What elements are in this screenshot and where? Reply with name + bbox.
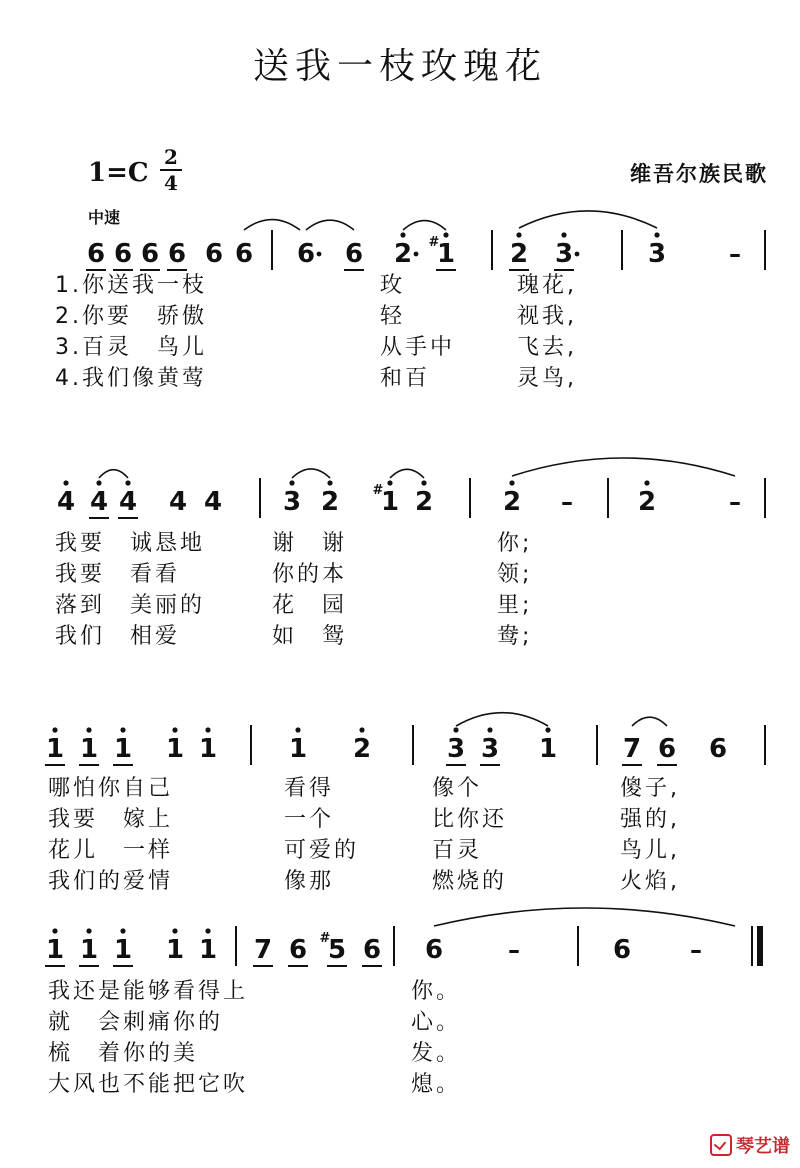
note-digit: 3 — [554, 239, 574, 269]
lyric-segment: 哪怕你自己 — [48, 776, 174, 801]
note-digit: 6 — [86, 239, 106, 269]
time-denominator: 4 — [164, 171, 178, 195]
note-digit: 4 — [168, 487, 188, 517]
lyric-segment: 里; — [497, 593, 533, 618]
lyric-segment: 落到 美丽的 — [55, 593, 206, 618]
lyric-segment: 4.我们像黄莺 — [55, 366, 207, 391]
watermark-text: 琴艺谱 — [736, 1136, 790, 1157]
high-octave-dot — [545, 727, 550, 732]
note-digit: 1 — [538, 734, 558, 764]
slur-arc — [632, 717, 667, 726]
lyric-segment: 大风也不能把它吹 — [48, 1072, 249, 1097]
note-digit: 1 — [380, 487, 400, 517]
lyric-segment: 你; — [497, 531, 533, 556]
augmentation-dot — [575, 252, 580, 257]
lyric-segment: 领; — [497, 562, 533, 587]
high-octave-dot — [63, 480, 68, 485]
lyric-segment: 就 会刺痛你的 — [48, 1010, 224, 1035]
sustain-dash: – — [690, 936, 702, 964]
lyric-segment: 发。 — [411, 1041, 462, 1066]
lyric-segment: 熄。 — [411, 1072, 462, 1097]
note-digit: 1 — [165, 935, 185, 965]
note-digit: 3 — [282, 487, 302, 517]
note-digit: 6 — [204, 239, 224, 269]
note-digit: 2 — [393, 239, 413, 269]
slur-arc — [244, 220, 300, 230]
lyric-segment: 花 园 — [272, 593, 348, 618]
lyric-segment: 飞去, — [517, 335, 577, 360]
note-digit: 3 — [480, 734, 500, 764]
high-octave-dot — [421, 480, 426, 485]
key-signature: 1=C — [88, 158, 149, 188]
slur-arc — [306, 220, 354, 230]
high-octave-dot — [561, 232, 566, 237]
note-digit: 6 — [657, 734, 677, 764]
sharp-sign: # — [319, 931, 331, 946]
high-octave-dot — [654, 232, 659, 237]
high-octave-dot — [443, 232, 448, 237]
high-octave-dot — [516, 232, 521, 237]
high-octave-dot — [52, 928, 57, 933]
note-digit: 6 — [113, 239, 133, 269]
lyric-segment: 我要 诚恳地 — [55, 531, 206, 556]
lyric-segment: 鸟儿, — [620, 838, 680, 863]
high-octave-dot — [289, 480, 294, 485]
watermark-logo-icon — [710, 1134, 732, 1156]
slur-arc — [434, 908, 735, 926]
lyric-segment: 你。 — [411, 979, 462, 1004]
note-digit: 7 — [622, 734, 642, 764]
note-digit: 3 — [446, 734, 466, 764]
note-digit: 6 — [234, 239, 254, 269]
lyric-segment: 百灵 — [432, 838, 483, 863]
lyric-segment: 我要 看看 — [55, 562, 181, 587]
slur-arc — [456, 713, 548, 726]
lyric-segment: 从手中 — [380, 335, 456, 360]
high-octave-dot — [453, 727, 458, 732]
composer-credit: 维吾尔族民歌 — [630, 162, 768, 186]
augmentation-dot — [317, 252, 322, 257]
sustain-dash: – — [561, 488, 573, 516]
song-title: 送我一枝玫瑰花 — [252, 46, 547, 87]
note-digit: 1 — [436, 239, 456, 269]
high-octave-dot — [487, 727, 492, 732]
note-digit: 3 — [647, 239, 667, 269]
note-digit: 2 — [502, 487, 522, 517]
note-digit: 6 — [344, 239, 364, 269]
high-octave-dot — [387, 480, 392, 485]
slur-arc — [403, 221, 446, 230]
note-digit: 6 — [424, 935, 444, 965]
high-octave-dot — [96, 480, 101, 485]
lyric-segment: 玫 — [380, 273, 406, 298]
slur-arc — [292, 469, 330, 478]
high-octave-dot — [644, 480, 649, 485]
note-digit: 1 — [198, 935, 218, 965]
lyric-segment: 我还是能够看得上 — [48, 979, 249, 1004]
lyric-segment: 鸯; — [497, 624, 533, 649]
high-octave-dot — [509, 480, 514, 485]
lyric-segment: 3.百灵 鸟儿 — [55, 335, 207, 360]
high-octave-dot — [86, 727, 91, 732]
slur-arc — [519, 211, 657, 228]
note-digit: 6 — [296, 239, 316, 269]
watermark — [710, 1132, 790, 1158]
note-digit: 1 — [79, 935, 99, 965]
note-digit: 1 — [113, 935, 133, 965]
lyric-segment: 强的, — [620, 807, 680, 832]
note-digit: 2 — [414, 487, 434, 517]
slur-arc — [512, 458, 735, 476]
lyric-segment: 轻 — [380, 304, 406, 329]
lyric-segment: 燃烧的 — [432, 869, 508, 894]
augmentation-dot — [414, 252, 419, 257]
lyric-segment: 和百 — [380, 366, 431, 391]
lyric-segment: 2.你要 骄傲 — [55, 304, 207, 329]
note-digit: 1 — [288, 734, 308, 764]
lyric-segment: 你的本 — [272, 562, 348, 587]
note-digit: 6 — [708, 734, 728, 764]
high-octave-dot — [172, 727, 177, 732]
note-digit: 2 — [509, 239, 529, 269]
lyric-segment: 像那 — [284, 869, 335, 894]
high-octave-dot — [400, 232, 405, 237]
note-digit: 2 — [320, 487, 340, 517]
high-octave-dot — [327, 480, 332, 485]
sharp-sign: # — [428, 235, 440, 250]
note-digit: 2 — [352, 734, 372, 764]
note-digit: 1 — [198, 734, 218, 764]
high-octave-dot — [120, 928, 125, 933]
lyric-segment: 比你还 — [432, 807, 508, 832]
high-octave-dot — [205, 727, 210, 732]
note-digit: 1 — [45, 734, 65, 764]
lyric-segment: 可爱的 — [284, 838, 360, 863]
note-digit: 4 — [118, 487, 138, 517]
note-digit: 1 — [113, 734, 133, 764]
high-octave-dot — [120, 727, 125, 732]
high-octave-dot — [359, 727, 364, 732]
note-digit: 6 — [362, 935, 382, 965]
lyric-segment: 像个 — [432, 776, 483, 801]
high-octave-dot — [52, 727, 57, 732]
lyric-segment: 看得 — [284, 776, 335, 801]
slur-arc — [99, 470, 128, 478]
note-digit: 1 — [45, 935, 65, 965]
note-digit: 4 — [56, 487, 76, 517]
note-digit: 1 — [165, 734, 185, 764]
lyric-segment: 花儿 一样 — [48, 838, 174, 863]
sustain-dash: – — [508, 936, 520, 964]
lyric-segment: 我们的爱情 — [48, 869, 174, 894]
lyric-segment: 我要 嫁上 — [48, 807, 174, 832]
note-digit: 1 — [79, 734, 99, 764]
note-digit: 6 — [612, 935, 632, 965]
high-octave-dot — [125, 480, 130, 485]
note-digit: 4 — [89, 487, 109, 517]
lyric-segment: 瑰花, — [517, 273, 577, 298]
high-octave-dot — [172, 928, 177, 933]
note-digit: 4 — [203, 487, 223, 517]
lyric-segment: 如 鸳 — [272, 624, 348, 649]
lyric-segment: 傻子, — [620, 776, 680, 801]
lyric-segment: 谢 谢 — [272, 531, 348, 556]
note-digit: 6 — [288, 935, 308, 965]
note-digit: 6 — [140, 239, 160, 269]
high-octave-dot — [295, 727, 300, 732]
sharp-sign: # — [372, 483, 384, 498]
lyric-segment: 梳 着你的美 — [48, 1041, 199, 1066]
note-digit: 6 — [167, 239, 187, 269]
lyric-segment: 灵鸟, — [517, 366, 577, 391]
lyric-segment: 我们 相爱 — [55, 624, 181, 649]
time-numerator: 2 — [164, 145, 178, 169]
note-digit: 5 — [327, 935, 347, 965]
slur-arc — [390, 469, 424, 478]
note-digit: 7 — [253, 935, 273, 965]
high-octave-dot — [205, 928, 210, 933]
lyric-segment: 心。 — [411, 1010, 462, 1035]
sustain-dash: – — [729, 488, 741, 516]
lyric-segment: 视我, — [517, 304, 577, 329]
sustain-dash: – — [729, 240, 741, 268]
lyric-segment: 1.你送我一枝 — [55, 273, 207, 298]
high-octave-dot — [86, 928, 91, 933]
lyric-segment: 一个 — [284, 807, 335, 832]
tempo-marking: 中速 — [88, 208, 121, 227]
note-digit: 2 — [637, 487, 657, 517]
lyric-segment: 火焰, — [620, 869, 680, 894]
